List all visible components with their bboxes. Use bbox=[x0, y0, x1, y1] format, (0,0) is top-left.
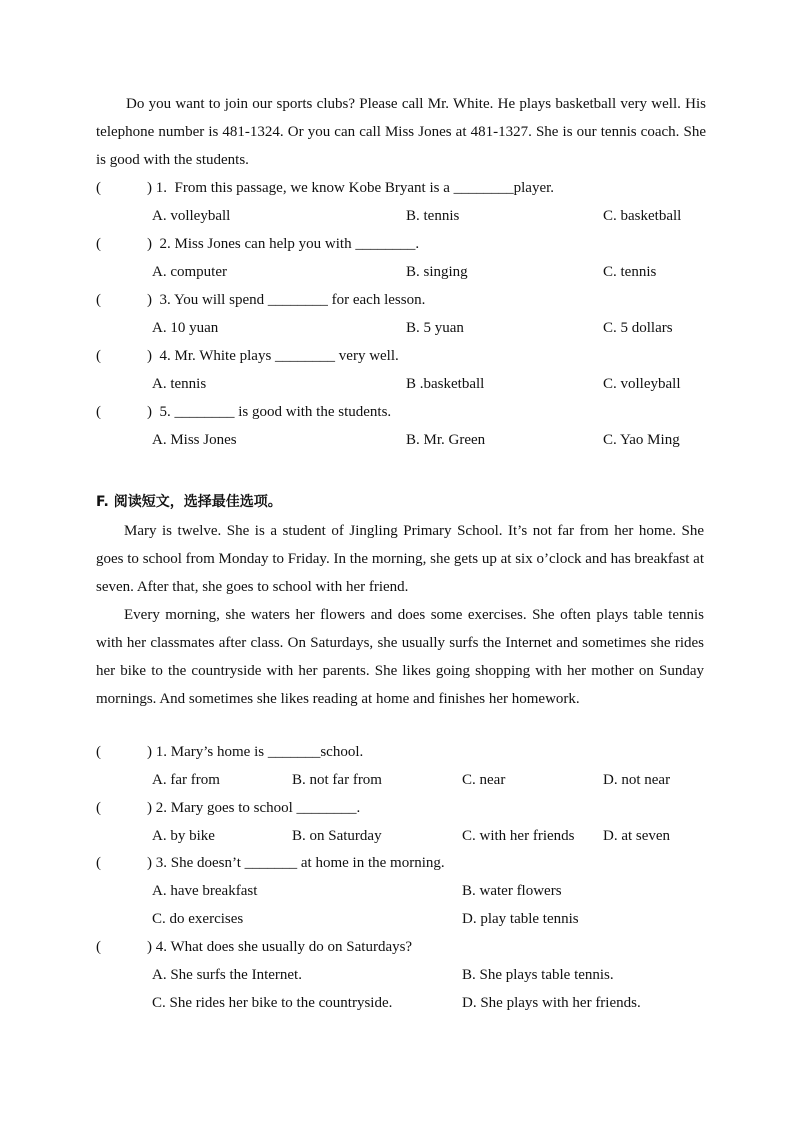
option-d: D. She plays with her friends. bbox=[462, 995, 641, 1011]
question-stem: ) 4. Mr. White plays ________ very well. bbox=[147, 348, 399, 364]
option-a: A. tennis bbox=[152, 376, 207, 392]
option-a: A. Miss Jones bbox=[152, 432, 237, 448]
option-c: C. tennis bbox=[603, 264, 657, 280]
option-a: A. have breakfast bbox=[152, 883, 258, 899]
option-a: A. computer bbox=[152, 264, 227, 280]
question-stem: ) 1. From this passage, we know Kobe Bryant is a ________player. bbox=[147, 180, 555, 196]
question-stem: ) 3. You will spend ________ for each lesson. bbox=[147, 292, 426, 308]
answer-bracket: ( bbox=[96, 939, 101, 955]
option-d: D. not near bbox=[603, 772, 671, 788]
section-f-heading: F. 阅读短文，选择最佳选项。 bbox=[96, 494, 282, 510]
answer-bracket: ( bbox=[96, 404, 101, 420]
question-stem: ) 5. ________ is good with the students. bbox=[147, 404, 392, 420]
question-stem: ) 2. Miss Jones can help you with ________. bbox=[147, 236, 420, 252]
passage-f-paragraph-1: Mary is twelve. She is a student of Jingling Primary School. It’s not far from her home. She goes to school from Monday to Friday. In the morning, she gets up at six o’clock and has breakfast at seven. After that, she goes to school with her friend. bbox=[96, 523, 704, 595]
option-b: B. singing bbox=[406, 264, 468, 280]
option-a: A. volleyball bbox=[152, 208, 231, 224]
option-a: A. far from bbox=[152, 772, 220, 788]
option-c: C. volleyball bbox=[603, 376, 681, 392]
option-b: B. water flowers bbox=[462, 883, 562, 899]
question-stem: ) 1. Mary’s home is _______school. bbox=[147, 744, 364, 760]
option-d: D. at seven bbox=[603, 828, 671, 844]
option-c: C. do exercises bbox=[152, 911, 244, 927]
answer-bracket: ( bbox=[96, 744, 101, 760]
option-b: B. She plays table tennis. bbox=[462, 967, 614, 983]
question-stem: ) 2. Mary goes to school ________. bbox=[147, 800, 361, 816]
option-c: C. with her friends bbox=[462, 828, 575, 844]
answer-bracket: ( bbox=[96, 855, 101, 871]
answer-bracket: ( bbox=[96, 292, 101, 308]
option-d: D. play table tennis bbox=[462, 911, 579, 927]
option-a: A. by bike bbox=[152, 828, 215, 844]
option-b: B. on Saturday bbox=[292, 828, 382, 844]
option-c: C. basketball bbox=[603, 208, 682, 224]
question-stem: ) 3. She doesn’t _______ at home in the morning. bbox=[147, 855, 445, 871]
option-b: B. Mr. Green bbox=[406, 432, 486, 448]
option-c: C. near bbox=[462, 772, 506, 788]
option-b: B .basketball bbox=[406, 376, 485, 392]
option-b: B. 5 yuan bbox=[406, 320, 464, 336]
question-stem: ) 4. What does she usually do on Saturdays? bbox=[147, 939, 413, 955]
passage-e: Do you want to join our sports clubs? Please call Mr. White. He plays basketball very well. His telephone number is 481-1324. Or you can call Miss Jones at 481-1327. She is our tennis coach. She is good with the students. bbox=[96, 96, 706, 168]
option-c: C. Yao Ming bbox=[603, 432, 680, 448]
answer-bracket: ( bbox=[96, 800, 101, 816]
answer-bracket: ( bbox=[96, 236, 101, 252]
option-c: C. She rides her bike to the countryside. bbox=[152, 995, 393, 1011]
option-b: B. tennis bbox=[406, 208, 460, 224]
option-a: A. 10 yuan bbox=[152, 320, 219, 336]
option-c: C. 5 dollars bbox=[603, 320, 673, 336]
option-a: A. She surfs the Internet. bbox=[152, 967, 302, 983]
answer-bracket: ( bbox=[96, 348, 101, 364]
passage-f-paragraph-2: Every morning, she waters her flowers and does some exercises. She often plays table tennis with her classmates after class. On Saturdays, she usually surfs the Internet and sometimes she rides her bike to the countryside with her parents. She likes going shopping with her mother on Sunday mornings. And sometimes she likes reading at home and finishes her homework. bbox=[96, 607, 704, 707]
answer-bracket: ( bbox=[96, 180, 101, 196]
option-b: B. not far from bbox=[292, 772, 382, 788]
